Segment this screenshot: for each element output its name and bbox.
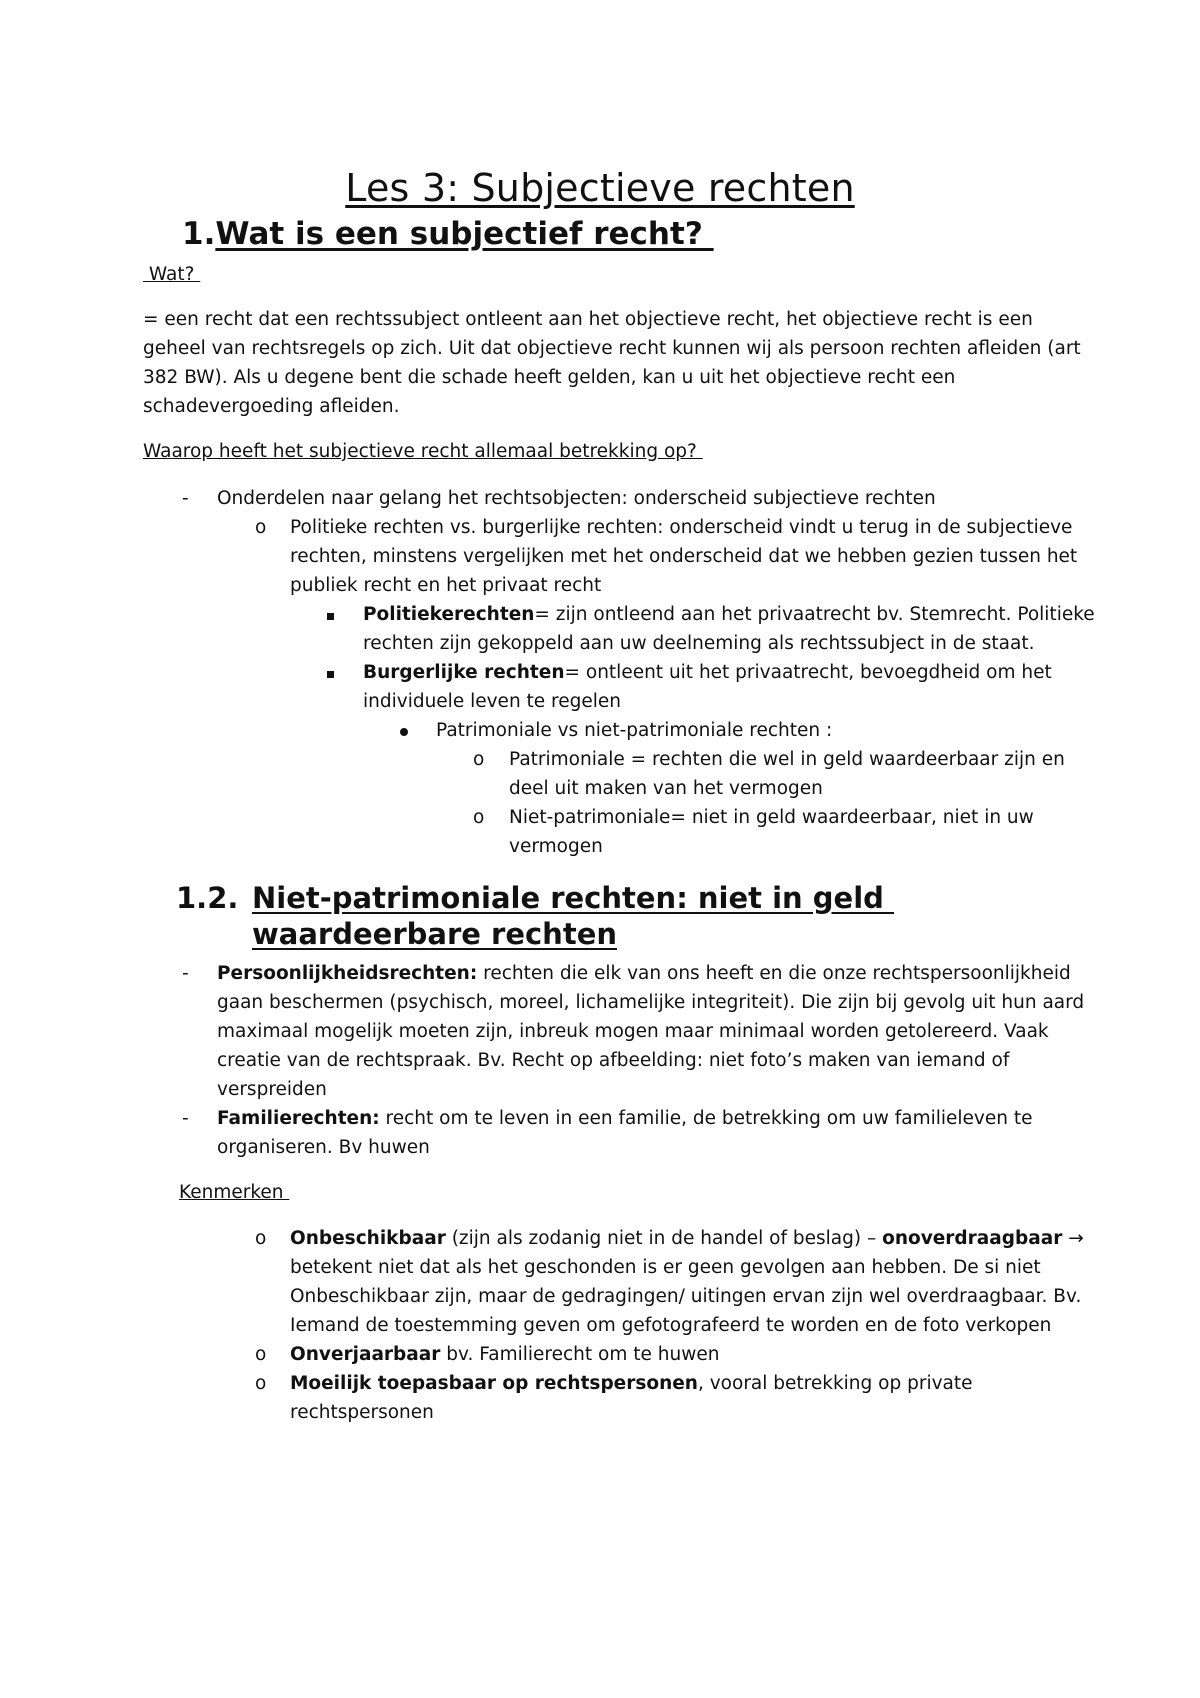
wat-label-text: Wat? (143, 264, 201, 285)
kenmerk-moeilijk-line-2: rechtspersonen (290, 1402, 434, 1423)
kenmerk-moeilijk-line-1 (290, 1369, 973, 1399)
kenmerk-onbeschikbaar-line-4: Iemand de toestemming geven om gefotografeerd te worden en de foto verkopen (290, 1315, 1052, 1336)
persoonlijkheidsrechten-line-3: maximaal mogelijk moeten zijn, inbreuk mogen maar minimaal worden getolereerd. Vaak (217, 1021, 1049, 1042)
definition-line-3: 382 BW). Als u degene bent die schade heeft gelden, kan u uit het objectieve recht een (143, 367, 956, 388)
square-bullet-icon (327, 600, 334, 630)
section-1-number: 1. (182, 216, 216, 252)
circle-marker: o (255, 517, 267, 538)
definition-line-2: geheel van rechtsregels op zich. Uit dat objectieve recht kunnen wij als persoon rechten afleiden (art (143, 338, 1081, 359)
section-1-heading (182, 216, 714, 252)
kenmerk-onbeschikbaar-line-3: Onbeschikbaar zijn, maar de gedragingen/ uitingen ervan zijn wel overdraagbaar. Bv. (290, 1286, 1082, 1307)
burgerlijke-rechten-term: Burgerlijke rechten (363, 662, 565, 683)
section-1-2-heading-line-2: waardeerbare rechten (252, 917, 618, 951)
onbeschikbaar-term: Onbeschikbaar (290, 1228, 446, 1249)
persoonlijkheidsrechten-line-2: gaan beschermen (psychisch, moreel, lichamelijke integriteit). Die zijn bij gevolg uit hun aard (217, 992, 1085, 1013)
dash-marker: - (182, 488, 189, 509)
kenmerk-onbeschikbaar-line-2: betekent niet dat als het geschonden is er geen gevolgen aan hebben. De si niet (290, 1257, 1041, 1278)
kenmerk-onverjaarbaar (290, 1340, 719, 1370)
persoonlijkheidsrechten-term: Persoonlijkheidsrechten: (217, 963, 478, 984)
question-text: Waarop heeft het subjectieve recht allemaal betrekking op? (143, 441, 703, 462)
circle-marker: o (473, 807, 485, 828)
onverjaarbaar-term: Onverjaarbaar (290, 1344, 441, 1365)
definition-line-1: = een recht dat een rechtssubject ontleent aan het objectieve recht, het objectieve recht is een (143, 309, 1033, 330)
page-title: Les 3: Subjectieve rechten (345, 166, 855, 210)
persoonlijkheidsrechten-line-4: creatie van de rechtspraak. Bv. Recht op afbeelding: niet foto’s maken van iemand of (217, 1050, 1010, 1071)
moeilijk-toepasbaar-text: , vooral betrekking op private (697, 1373, 973, 1394)
moeilijk-toepasbaar-term: Moeilijk toepasbaar op rechtspersonen (290, 1373, 698, 1394)
wat-label (143, 260, 200, 290)
politieke-vs-burgerlijke-line-1: Politieke rechten vs. burgerlijke rechten: onderscheid vindt u terug in de subjectieve (290, 517, 1073, 538)
circle-marker: o (255, 1228, 267, 1249)
persoonlijkheidsrechten-text: rechten die elk van ons heeft en die onze rechtspersoonlijkheid (477, 963, 1071, 984)
section-1-2-heading-line-1: Niet-patrimoniale rechten: niet in geld (252, 881, 895, 915)
politieke-vs-burgerlijke-line-3: publiek recht en het privaat recht (290, 575, 602, 596)
burgerlijke-rechten-line-1 (363, 658, 1052, 688)
niet-patrimoniale-line-2: vermogen (509, 836, 603, 857)
niet-patrimoniale-line-1: Niet-patrimoniale= niet in geld waardeerbaar, niet in uw (509, 807, 1034, 828)
square-bullet-icon (327, 658, 334, 688)
circle-marker: o (473, 749, 485, 770)
onoverdraagbaar-term: onoverdraagbaar (882, 1228, 1063, 1249)
familierechten-term: Familierechten: (217, 1108, 380, 1129)
circle-marker: o (255, 1373, 267, 1394)
familierechten-text: recht om te leven in een familie, de betrekking om uw familieleven te (379, 1108, 1033, 1129)
patrimoniale-line-1: Patrimoniale = rechten die wel in geld waardeerbaar zijn en (509, 749, 1065, 770)
definition-line-4: schadevergoeding afleiden. (143, 396, 400, 417)
politiekerechten-text: = zijn ontleend aan het privaatrecht bv. Stemrecht. Politieke (534, 604, 1095, 625)
politiekerechten-line-2: rechten zijn gekoppeld aan uw deelneming als rechtssubject in de staat. (363, 633, 1035, 654)
question-line (143, 437, 703, 467)
kenmerken-label-text: Kenmerken (179, 1182, 290, 1203)
onverjaarbaar-text: bv. Familierecht om te huwen (440, 1344, 720, 1365)
dash-marker: - (182, 1108, 189, 1129)
right-arrow-icon: → (1062, 1228, 1084, 1249)
section-1-2-number: 1.2. (176, 881, 239, 915)
bullet-onderdelen: Onderdelen naar gelang het rechtsobjecten: onderscheid subjectieve rechten (217, 488, 936, 509)
familierechten-line-1 (217, 1104, 1033, 1134)
circle-marker: o (255, 1344, 267, 1365)
round-bullet-icon (400, 716, 408, 746)
politiekerechten-line-1 (363, 600, 1095, 630)
kenmerken-label (179, 1178, 289, 1208)
section-1-title: Wat is een subjectief recht? (215, 216, 714, 252)
burgerlijke-rechten-line-2: individuele leven te regelen (363, 691, 622, 712)
persoonlijkheidsrechten-line-1 (217, 959, 1071, 989)
politieke-vs-burgerlijke-line-2: rechten, minstens vergelijken met het onderscheid dat we hebben gezien tussen het (290, 546, 1078, 567)
patrimoniale-heading: Patrimoniale vs niet-patrimoniale rechten : (436, 720, 833, 741)
kenmerk-onbeschikbaar-line-1 (290, 1224, 1084, 1254)
patrimoniale-line-2: deel uit maken van het vermogen (509, 778, 823, 799)
burgerlijke-rechten-text: = ontleent uit het privaatrecht, bevoegdheid om het (564, 662, 1052, 683)
onbeschikbaar-text: (zijn als zodanig niet in de handel of beslag) – (445, 1228, 883, 1249)
persoonlijkheidsrechten-line-5: verspreiden (217, 1079, 327, 1100)
politiekerechten-term: Politiekerechten (363, 604, 535, 625)
dash-marker: - (182, 963, 189, 984)
familierechten-line-2: organiseren. Bv huwen (217, 1137, 430, 1158)
